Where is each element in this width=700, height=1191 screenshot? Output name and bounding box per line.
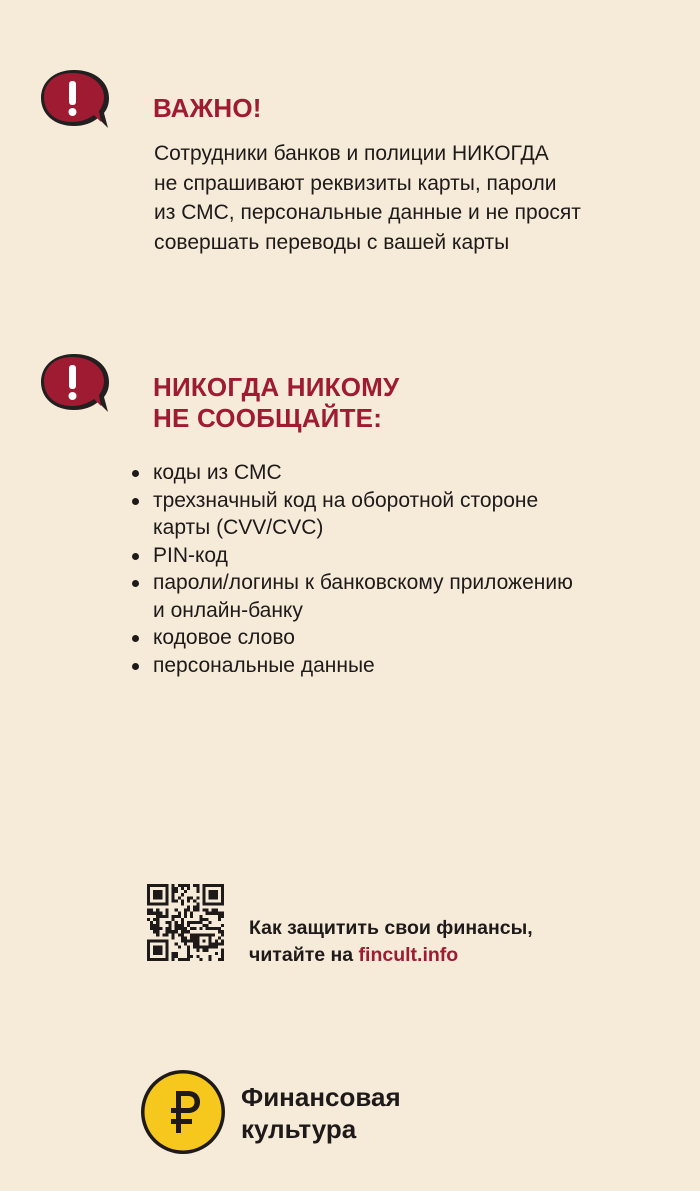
fincult-link[interactable]: fincult.info bbox=[358, 944, 459, 966]
list-item: PIN-код bbox=[153, 542, 673, 570]
list-item: кодовое слово bbox=[153, 624, 673, 652]
qr-caption-line bbox=[249, 942, 533, 969]
list-item: пароли/логины к банковскому приложению и онлайн-банку bbox=[153, 569, 673, 624]
qr-caption-line: Как защитить свои финансы, bbox=[249, 917, 533, 939]
never-share-list bbox=[153, 459, 673, 679]
important-text-line: совершать переводы с вашей карты bbox=[154, 230, 510, 254]
list-item: персональные данные bbox=[153, 652, 673, 680]
important-text-line: из СМС, персональные данные и не просят bbox=[154, 201, 581, 224]
ruble-coin-icon bbox=[139, 1068, 227, 1156]
qr-caption bbox=[249, 915, 533, 969]
important-text-line: Сотрудники банков и полиции НИКОГДА bbox=[154, 142, 549, 165]
important-title: ВАЖНО! bbox=[153, 93, 262, 123]
alert-bubble-icon bbox=[38, 350, 114, 418]
qr-caption-prefix: читайте на bbox=[249, 944, 359, 966]
list-item: трехзначный код на оборотной стороне карты (CVV/CVC) bbox=[153, 487, 673, 542]
qr-code[interactable] bbox=[147, 884, 224, 961]
brand-name bbox=[241, 1081, 401, 1145]
list-item: коды из СМС bbox=[153, 459, 673, 487]
important-text bbox=[154, 139, 581, 257]
brand-name-line: культура bbox=[241, 1114, 357, 1144]
never-share-title-line: НИКОГДА НИКОМУ bbox=[153, 372, 400, 402]
never-share-title-line: НЕ СООБЩАЙТЕ: bbox=[153, 403, 383, 433]
important-text-line: не спрашивают реквизиты карты, пароли bbox=[154, 171, 557, 195]
alert-bubble-icon bbox=[38, 66, 114, 134]
never-share-title bbox=[153, 372, 399, 434]
brand-name-line: Финансовая bbox=[241, 1082, 401, 1112]
